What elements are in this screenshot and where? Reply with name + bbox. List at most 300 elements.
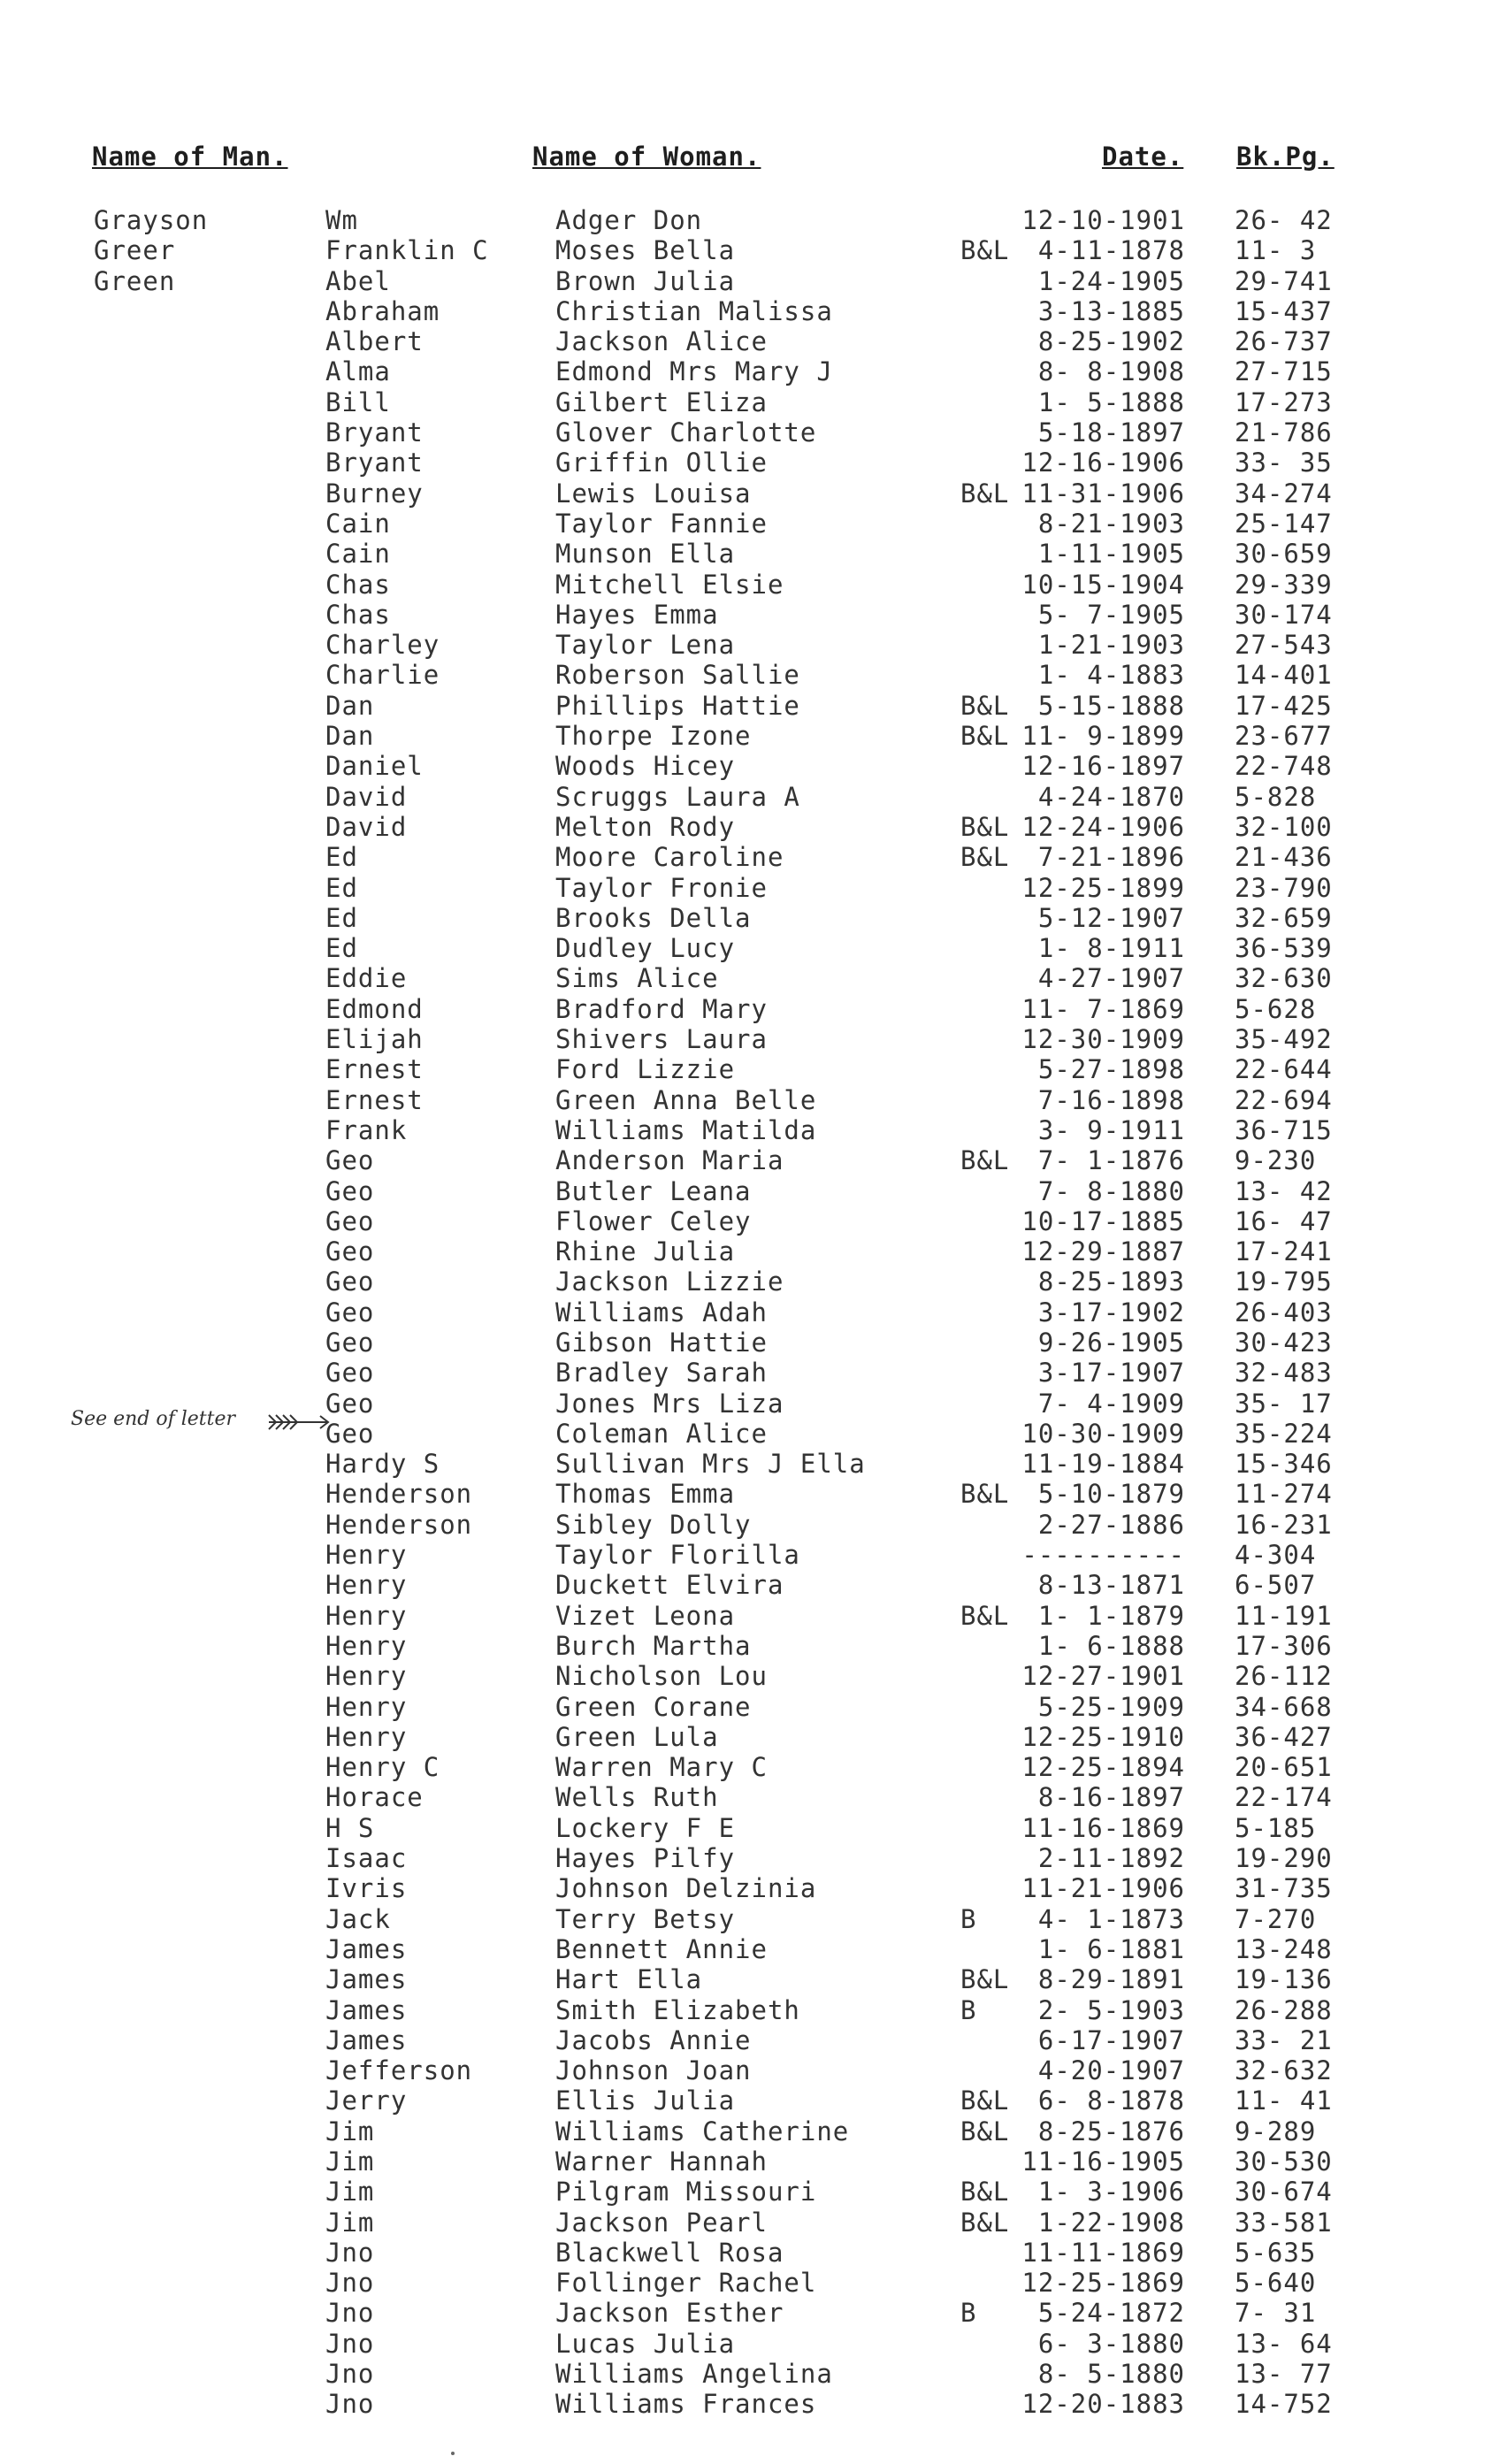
marriage-date: 5- 7-1905 [1037,599,1185,630]
entry-note: B&L [960,690,1010,721]
header-date: Date. [1102,142,1184,172]
marriage-date: 11-16-1869 [1021,1812,1185,1843]
table-row [0,266,1499,296]
book-page: 13-248 [1235,1933,1333,1964]
table-row [0,1054,1499,1084]
book-page: 5-640 [1235,2268,1317,2299]
table-row [0,539,1499,569]
book-page: 33- 35 [1235,448,1333,478]
woman-name: Thomas Emma [555,1479,736,1510]
marriage-date: 5-18-1897 [1037,417,1185,448]
woman-name: Follinger Rachel [555,2268,817,2299]
entry-note: B&L [960,1600,1010,1631]
woman-name: Edmond Mrs Mary J [555,356,833,387]
man-first-name: Jefferson [325,2055,473,2086]
table-row [0,1479,1499,1509]
woman-name: Moore Caroline [555,842,784,873]
woman-name: Phillips Hattie [555,690,800,721]
book-page: 34-668 [1235,1691,1333,1722]
man-first-name: Geo [325,1175,375,1206]
book-page: 27-543 [1235,630,1333,661]
marriage-date: 2-11-1892 [1037,1843,1185,1874]
entry-note: B&L [960,1479,1010,1510]
man-first-name: Jack [325,1903,391,1934]
man-first-name: Henry [325,1600,408,1631]
man-first-name: Jno [325,2298,375,2329]
book-page: 5-635 [1235,2237,1317,2268]
table-row [0,1024,1499,1054]
woman-name: Warren Mary C [555,1752,768,1783]
woman-name: Taylor Lena [555,630,736,661]
woman-name: Blackwell Rosa [555,2237,784,2268]
woman-name: Flower Celey [555,1205,752,1236]
marriage-date: 12-16-1906 [1021,448,1185,478]
woman-name: Pilgram Missouri [555,2177,817,2208]
entry-note: B [960,1903,977,1934]
table-row [0,1661,1499,1691]
marriage-date: 3-13-1885 [1037,295,1185,326]
book-page: 22-174 [1235,1782,1333,1813]
marriage-date: 1- 6-1888 [1037,1630,1185,1661]
man-first-name: H S [325,1812,375,1843]
man-surname: Green [94,265,176,296]
table-row [0,1510,1499,1540]
woman-name: Ellis Julia [555,2085,736,2116]
book-page: 30-423 [1235,1327,1333,1358]
marriage-date: 8- 8-1908 [1037,356,1185,387]
man-first-name: Isaac [325,1843,408,1874]
book-page: 11-274 [1235,1479,1333,1510]
book-page: 35-492 [1235,1024,1333,1055]
man-first-name: Cain [325,539,391,570]
woman-name: Moses Bella [555,235,736,266]
man-first-name: Jno [325,2237,375,2268]
book-page: 30-530 [1235,2146,1333,2177]
woman-name: Munson Ella [555,539,736,570]
man-first-name: Henry [325,1721,408,1752]
book-page: 13- 64 [1235,2328,1333,2359]
woman-name: Bradford Mary [555,993,768,1024]
book-page: 36-427 [1235,1721,1333,1752]
marriage-date: 5-24-1872 [1037,2298,1185,2329]
table-row [0,1176,1499,1206]
man-first-name: Geo [325,1388,375,1419]
woman-name: Jackson Lizzie [555,1266,784,1297]
table-row [0,326,1499,356]
woman-name: Taylor Fronie [555,872,768,903]
book-page: 15-346 [1235,1449,1333,1480]
book-page: 11- 41 [1235,2085,1333,2116]
book-page: 27-715 [1235,356,1333,387]
entry-note: B&L [960,2207,1010,2238]
stray-mark [451,2452,455,2455]
marriage-date: 12-24-1906 [1021,811,1185,842]
man-first-name: Charley [325,630,440,661]
marriage-date: 6- 8-1878 [1037,2085,1185,2116]
woman-name: Green Anna Belle [555,1084,817,1115]
book-page: 5-628 [1235,993,1317,1024]
man-first-name: Jim [325,2116,375,2146]
woman-name: Green Lula [555,1721,719,1752]
man-first-name: Henry C [325,1752,440,1783]
man-first-name: Geo [325,1358,375,1389]
book-page: 17-273 [1235,386,1333,417]
book-page: 31-735 [1235,1873,1333,1904]
table-row [0,2177,1499,2207]
woman-name: Mitchell Elsie [555,569,784,600]
man-first-name: Bryant [325,417,424,448]
table-row [0,205,1499,235]
man-first-name: Ed [325,933,358,964]
book-page: 26-403 [1235,1297,1333,1328]
woman-name: Nicholson Lou [555,1661,768,1692]
woman-name: Jackson Esther [555,2298,784,2329]
table-row [0,417,1499,448]
man-first-name: Geo [325,1418,375,1449]
woman-name: Butler Leana [555,1175,752,1206]
entry-note: B&L [960,721,1010,752]
marriage-date: 12-27-1901 [1021,1661,1185,1692]
woman-name: Thorpe Izone [555,721,752,752]
woman-name: Hayes Emma [555,599,719,630]
man-surname: Grayson [94,205,209,235]
marriage-date: 1- 5-1888 [1037,386,1185,417]
man-first-name: James [325,1964,408,1995]
man-first-name: Wm [325,205,358,235]
marriage-date: 12-30-1909 [1021,1024,1185,1055]
man-first-name: Edmond [325,993,424,1024]
table-row [0,1782,1499,1812]
table-row [0,1995,1499,2025]
woman-name: Roberson Sallie [555,660,800,691]
marriage-date: 12-16-1897 [1021,751,1185,782]
woman-name: Brooks Della [555,902,752,933]
book-page: 15-437 [1235,295,1333,326]
man-first-name: Ivris [325,1873,408,1904]
man-first-name: Dan [325,721,375,752]
man-first-name: Geo [325,1297,375,1328]
marriage-date: 1-21-1903 [1037,630,1185,661]
marriage-date: 1-24-1905 [1037,265,1185,296]
woman-name: Lucas Julia [555,2328,736,2359]
man-first-name: Jno [325,2268,375,2299]
table-row [0,1631,1499,1661]
table-row [0,1540,1499,1570]
woman-name: Hayes Pilfy [555,1843,736,1874]
woman-name: Adger Don [555,205,703,235]
marriage-date: 11-19-1884 [1021,1449,1185,1480]
book-page: 9-289 [1235,2116,1317,2146]
marriage-date: 5-25-1909 [1037,1691,1185,1722]
table-row [0,1843,1499,1873]
woman-name: Sullivan Mrs J Ella [555,1449,866,1480]
man-first-name: Jerry [325,2085,408,2116]
man-first-name: Ernest [325,1084,424,1115]
marriage-date: 12-25-1899 [1021,872,1185,903]
book-page: 16- 47 [1235,1205,1333,1236]
marriage-date: 7- 4-1909 [1037,1388,1185,1419]
marriage-date: 8-29-1891 [1037,1964,1185,1995]
table-row [0,509,1499,539]
table-row [0,2359,1499,2389]
woman-name: Johnson Delzinia [555,1873,817,1904]
man-first-name: Geo [325,1236,375,1267]
table-row [0,873,1499,903]
marriage-date: 5-15-1888 [1037,690,1185,721]
book-page: 35-224 [1235,1418,1333,1449]
man-first-name: Dan [325,690,375,721]
book-page: 13- 42 [1235,1175,1333,1206]
man-first-name: Ed [325,902,358,933]
table-row [0,1752,1499,1782]
man-first-name: David [325,781,408,812]
man-first-name: Henry [325,1691,408,1722]
table-row [0,1206,1499,1236]
marriage-date: 4-11-1878 [1037,235,1185,266]
marriage-date: 3-17-1907 [1037,1358,1185,1389]
header-bk-pg: Bk.Pg. [1236,142,1335,172]
table-row [0,1236,1499,1266]
marriage-date: 2- 5-1903 [1037,1994,1185,2025]
man-first-name: Geo [325,1205,375,1236]
marriage-date: 4-20-1907 [1037,2055,1185,2086]
woman-name: Anderson Maria [555,1145,784,1176]
man-first-name: Jno [325,2359,375,2390]
man-first-name: Jno [325,2389,375,2420]
table-row [0,387,1499,417]
woman-name: Dudley Lucy [555,933,736,964]
table-row [0,1115,1499,1145]
man-first-name: Horace [325,1782,424,1813]
book-page: 30-659 [1235,539,1333,570]
book-page: 30-174 [1235,599,1333,630]
woman-name: Johnson Joan [555,2055,752,2086]
table-row [0,903,1499,933]
book-page: 17-425 [1235,690,1333,721]
man-first-name: Henderson [325,1479,473,1510]
woman-name: Wells Ruth [555,1782,719,1813]
man-first-name: David [325,811,408,842]
table-row [0,691,1499,721]
book-page: 32-483 [1235,1358,1333,1389]
entry-note: B&L [960,478,1010,509]
table-row [0,2268,1499,2298]
man-first-name: Daniel [325,751,424,782]
woman-name: Sims Alice [555,963,719,994]
marriage-date: 7-16-1898 [1037,1084,1185,1115]
table-row [0,1449,1499,1479]
woman-name: Ford Lizzie [555,1054,736,1085]
book-page: 26- 42 [1235,205,1333,235]
marriage-date: 1-22-1908 [1037,2207,1185,2238]
book-page: 25-147 [1235,508,1333,539]
man-first-name: Henry [325,1630,408,1661]
marriage-date: 12-25-1894 [1021,1752,1185,1783]
book-page: 17-241 [1235,1236,1333,1267]
woman-name: Melton Rody [555,811,736,842]
man-first-name: Henry [325,1661,408,1692]
marriage-date: 10-15-1904 [1021,569,1185,600]
book-page: 32-100 [1235,811,1333,842]
table-row [0,1085,1499,1115]
woman-name: Williams Angelina [555,2359,833,2390]
table-row [0,2329,1499,2359]
woman-name: Scruggs Laura A [555,781,800,812]
man-first-name: Abel [325,265,391,296]
table-row [0,2298,1499,2328]
book-page: 26-112 [1235,1661,1333,1692]
woman-name: Hart Ella [555,1964,703,1995]
marriage-date: ---------- [1021,1540,1185,1571]
book-page: 33- 21 [1235,2024,1333,2055]
book-page: 30-674 [1235,2177,1333,2208]
man-first-name: Chas [325,599,391,630]
book-page: 36-715 [1235,1114,1333,1145]
table-row [0,2389,1499,2419]
man-first-name: Henry [325,1540,408,1571]
marriage-date: 6- 3-1880 [1037,2328,1185,2359]
man-first-name: Elijah [325,1024,424,1055]
table-row [0,2085,1499,2116]
woman-name: Rhine Julia [555,1236,736,1267]
table-row [0,2025,1499,2055]
table-row [0,751,1499,781]
man-first-name: Geo [325,1266,375,1297]
table-row [0,1873,1499,1903]
man-first-name: Jim [325,2146,375,2177]
entry-note: B&L [960,235,1010,266]
man-first-name: Ernest [325,1054,424,1085]
table-row [0,1692,1499,1722]
book-page: 11- 3 [1235,235,1317,266]
woman-name: Vizet Leona [555,1600,736,1631]
man-first-name: Albert [325,326,424,357]
marriage-date: 4-24-1870 [1037,781,1185,812]
man-first-name: Henry [325,1570,408,1601]
table-row [0,1964,1499,1994]
marriage-date: 5-12-1907 [1037,902,1185,933]
woman-name: Coleman Alice [555,1418,768,1449]
marriage-date: 7-21-1896 [1037,842,1185,873]
entry-note: B&L [960,2085,1010,2116]
marriage-date: 12-25-1910 [1021,1721,1185,1752]
marriage-date: 3-17-1902 [1037,1297,1185,1328]
table-row [0,994,1499,1024]
entry-note: B&L [960,2177,1010,2208]
marriage-date: 10-17-1885 [1021,1205,1185,1236]
table-row [0,630,1499,660]
marriage-date: 5-10-1879 [1037,1479,1185,1510]
book-page: 16-231 [1235,1509,1333,1540]
woman-name: Burch Martha [555,1630,752,1661]
book-page: 22-748 [1235,751,1333,782]
book-page: 26-737 [1235,326,1333,357]
woman-name: Sibley Dolly [555,1509,752,1540]
woman-name: Woods Hicey [555,751,736,782]
woman-name: Duckett Elvira [555,1570,784,1601]
book-page: 17-306 [1235,1630,1333,1661]
woman-name: Griffin Ollie [555,448,768,478]
table-row [0,1904,1499,1934]
man-first-name: Jim [325,2177,375,2208]
entry-note: B [960,2298,977,2329]
woman-name: Williams Adah [555,1297,768,1328]
book-page: 33-581 [1235,2207,1333,2238]
woman-name: Warner Hannah [555,2146,768,2177]
marriage-date: 8-16-1897 [1037,1782,1185,1813]
man-first-name: Franklin C [325,235,489,266]
marriage-date: 1- 6-1881 [1037,1933,1185,1964]
man-surname: Greer [94,235,176,266]
table-row [0,296,1499,326]
marriage-date: 3- 9-1911 [1037,1114,1185,1145]
arrow-icon [265,1412,331,1433]
entry-note: B&L [960,811,1010,842]
book-page: 29-339 [1235,569,1333,600]
book-page: 22-694 [1235,1084,1333,1115]
margin-note: See end of letter [71,1408,236,1430]
woman-name: Gibson Hattie [555,1327,768,1358]
table-row [0,1601,1499,1631]
table-row [0,1145,1499,1175]
marriage-date: 12-29-1887 [1021,1236,1185,1267]
book-page: 34-274 [1235,478,1333,509]
table-row [0,448,1499,478]
man-first-name: Charlie [325,660,440,691]
book-page: 14-752 [1235,2389,1333,2420]
book-page: 11-191 [1235,1600,1333,1631]
table-row [0,570,1499,600]
man-first-name: Burney [325,478,424,509]
man-first-name: Geo [325,1145,375,1176]
marriage-date: 2-27-1886 [1037,1509,1185,1540]
table-row [0,2116,1499,2146]
man-first-name: Frank [325,1114,408,1145]
book-page: 22-644 [1235,1054,1333,1085]
book-page: 21-786 [1235,417,1333,448]
marriage-date: 8- 5-1880 [1037,2359,1185,2390]
book-page: 5-828 [1235,781,1317,812]
table-row [0,660,1499,690]
marriage-date: 8-13-1871 [1037,1570,1185,1601]
man-first-name: Jno [325,2328,375,2359]
woman-name: Smith Elizabeth [555,1994,800,2025]
marriage-date: 5-27-1898 [1037,1054,1185,1085]
table-row [0,1813,1499,1843]
book-page: 21-436 [1235,842,1333,873]
register-entries [0,205,1499,2420]
book-page: 35- 17 [1235,1388,1333,1419]
woman-name: Lewis Louisa [555,478,752,509]
marriage-date: 12-10-1901 [1021,205,1185,235]
book-page: 29-741 [1235,265,1333,296]
table-row [0,1358,1499,1388]
marriage-date: 6-17-1907 [1037,2024,1185,2055]
marriage-date: 11- 9-1899 [1021,721,1185,752]
man-first-name: Alma [325,356,391,387]
book-page: 32-632 [1235,2055,1333,2086]
table-row [0,963,1499,993]
man-first-name: Ed [325,842,358,873]
book-page: 14-401 [1235,660,1333,691]
woman-name: Williams Frances [555,2389,817,2420]
marriage-date: 4-27-1907 [1037,963,1185,994]
table-row [0,933,1499,963]
book-page: 19-290 [1235,1843,1333,1874]
entry-note: B&L [960,1964,1010,1995]
entry-note: B&L [960,842,1010,873]
table-row [0,1934,1499,1964]
